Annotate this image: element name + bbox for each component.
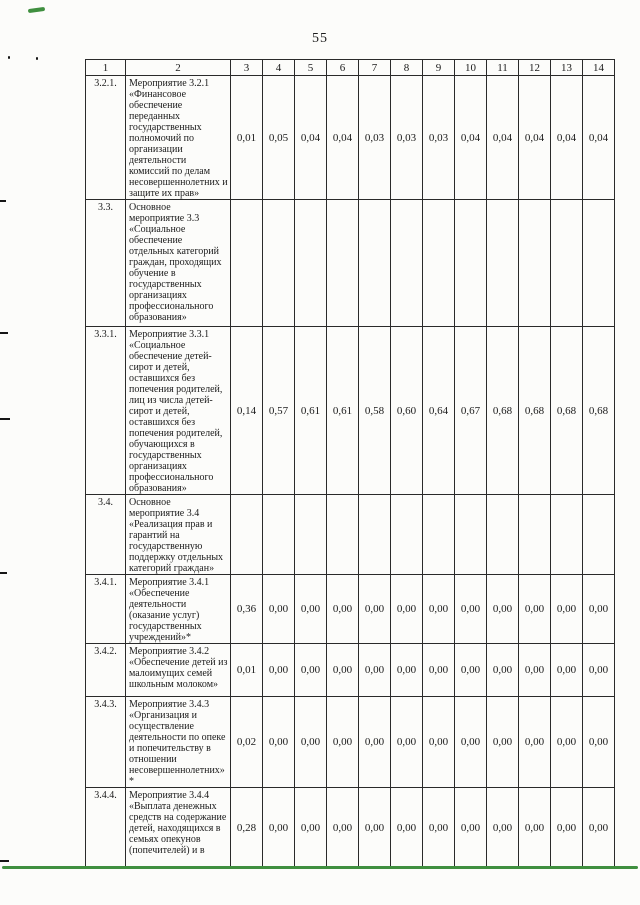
row-number-cell: 3.4. bbox=[86, 495, 126, 575]
column-header: 4 bbox=[263, 60, 295, 76]
value-cell bbox=[551, 495, 583, 575]
value-cell bbox=[231, 495, 263, 575]
scan-artifact bbox=[0, 860, 9, 862]
value-cell: 0,00 bbox=[327, 697, 359, 788]
row-number-cell: 3.4.2. bbox=[86, 644, 126, 697]
value-cell: 0,00 bbox=[359, 697, 391, 788]
value-cell: 0,04 bbox=[487, 76, 519, 200]
row-desc-cell: Мероприятие 3.4.3 «Организация и осуществление деятельности по опеке и попечительству в отношении несовершеннолетних» * bbox=[126, 697, 231, 788]
value-cell: 0,00 bbox=[551, 697, 583, 788]
value-cell bbox=[455, 495, 487, 575]
value-cell: 0,00 bbox=[551, 788, 583, 868]
value-cell: 0,00 bbox=[327, 575, 359, 644]
value-cell bbox=[231, 200, 263, 327]
value-cell: 0,00 bbox=[295, 697, 327, 788]
scan-artifact bbox=[8, 56, 10, 59]
value-cell: 0,00 bbox=[519, 697, 551, 788]
value-cell: 0,03 bbox=[391, 76, 423, 200]
row-desc-cell: Мероприятие 3.4.2 «Обеспечение детей из малоимущих семей школьным молоком» bbox=[126, 644, 231, 697]
column-header: 1 bbox=[86, 60, 126, 76]
value-cell: 0,67 bbox=[455, 327, 487, 495]
value-cell bbox=[391, 495, 423, 575]
row-number-cell: 3.3. bbox=[86, 200, 126, 327]
scan-artifact bbox=[0, 332, 8, 334]
row-number-cell: 3.4.3. bbox=[86, 697, 126, 788]
value-cell: 0,00 bbox=[423, 575, 455, 644]
value-cell: 0,03 bbox=[359, 76, 391, 200]
value-cell: 0,14 bbox=[231, 327, 263, 495]
row-number-cell: 3.2.1. bbox=[86, 76, 126, 200]
value-cell bbox=[455, 200, 487, 327]
column-header: 3 bbox=[231, 60, 263, 76]
value-cell: 0,00 bbox=[583, 644, 615, 697]
scan-artifact bbox=[0, 418, 10, 420]
value-cell: 0,00 bbox=[263, 697, 295, 788]
value-cell: 0,00 bbox=[327, 788, 359, 868]
value-cell: 0,04 bbox=[455, 76, 487, 200]
value-cell: 0,00 bbox=[359, 788, 391, 868]
column-header: 11 bbox=[487, 60, 519, 76]
value-cell: 0,68 bbox=[519, 327, 551, 495]
row-number-cell: 3.4.4. bbox=[86, 788, 126, 868]
value-cell: 0,61 bbox=[327, 327, 359, 495]
value-cell: 0,00 bbox=[487, 788, 519, 868]
table-row bbox=[86, 495, 615, 575]
value-cell: 0,00 bbox=[583, 697, 615, 788]
value-cell: 0,02 bbox=[231, 697, 263, 788]
value-cell: 0,00 bbox=[359, 575, 391, 644]
program-indicators-table bbox=[85, 59, 615, 868]
value-cell bbox=[487, 495, 519, 575]
value-cell: 0,01 bbox=[231, 644, 263, 697]
value-cell: 0,05 bbox=[263, 76, 295, 200]
value-cell: 0,00 bbox=[263, 575, 295, 644]
value-cell: 0,00 bbox=[359, 644, 391, 697]
value-cell bbox=[583, 495, 615, 575]
table-row bbox=[86, 200, 615, 327]
scan-artifact bbox=[0, 572, 7, 574]
value-cell: 0,00 bbox=[391, 644, 423, 697]
scan-green-line bbox=[2, 866, 638, 869]
value-cell bbox=[583, 200, 615, 327]
column-header: 10 bbox=[455, 60, 487, 76]
column-header: 5 bbox=[295, 60, 327, 76]
row-number-cell: 3.4.1. bbox=[86, 575, 126, 644]
row-number-cell: 3.3.1. bbox=[86, 327, 126, 495]
column-header: 12 bbox=[519, 60, 551, 76]
value-cell: 0,04 bbox=[327, 76, 359, 200]
value-cell: 0,00 bbox=[263, 788, 295, 868]
value-cell: 0,00 bbox=[583, 575, 615, 644]
value-cell: 0,00 bbox=[423, 788, 455, 868]
row-desc-cell: Основное мероприятие 3.3 «Социальное обеспечение отдельных категорий граждан, проходящих обучение в государственных организациях профессионального образования» bbox=[126, 200, 231, 327]
value-cell: 0,00 bbox=[327, 644, 359, 697]
value-cell: 0,36 bbox=[231, 575, 263, 644]
column-header: 14 bbox=[583, 60, 615, 76]
value-cell: 0,00 bbox=[455, 788, 487, 868]
value-cell: 0,00 bbox=[423, 644, 455, 697]
value-cell: 0,00 bbox=[487, 575, 519, 644]
value-cell: 0,64 bbox=[423, 327, 455, 495]
value-cell bbox=[327, 495, 359, 575]
value-cell: 0,04 bbox=[583, 76, 615, 200]
value-cell: 0,00 bbox=[295, 644, 327, 697]
value-cell bbox=[423, 200, 455, 327]
value-cell: 0,00 bbox=[391, 575, 423, 644]
value-cell bbox=[359, 200, 391, 327]
value-cell bbox=[327, 200, 359, 327]
column-header: 9 bbox=[423, 60, 455, 76]
value-cell: 0,28 bbox=[231, 788, 263, 868]
row-desc-cell: Основное мероприятие 3.4 «Реализация прав и гарантий на государственную поддержку отдельных категорий граждан» bbox=[126, 495, 231, 575]
row-desc-cell: Мероприятие 3.4.1 «Обеспечение деятельности (оказание услуг) государственных учреждений»* bbox=[126, 575, 231, 644]
table-row bbox=[86, 327, 615, 495]
value-cell: 0,68 bbox=[551, 327, 583, 495]
page-number: 55 bbox=[312, 31, 328, 46]
value-cell bbox=[359, 495, 391, 575]
table-row bbox=[86, 644, 615, 697]
value-cell: 0,00 bbox=[423, 697, 455, 788]
row-desc-cell: Мероприятие 3.4.4 «Выплата денежных средств на содержание детей, находящихся в семьях опекунов (попечителей) и в bbox=[126, 788, 231, 868]
value-cell: 0,00 bbox=[455, 697, 487, 788]
value-cell bbox=[487, 200, 519, 327]
scan-artifact bbox=[36, 57, 38, 60]
table-row bbox=[86, 76, 615, 200]
value-cell: 0,68 bbox=[487, 327, 519, 495]
column-header: 6 bbox=[327, 60, 359, 76]
value-cell bbox=[423, 495, 455, 575]
value-cell: 0,00 bbox=[519, 788, 551, 868]
value-cell: 0,00 bbox=[455, 644, 487, 697]
value-cell bbox=[295, 495, 327, 575]
value-cell: 0,00 bbox=[391, 788, 423, 868]
scan-artifact bbox=[0, 200, 6, 202]
value-cell: 0,00 bbox=[551, 644, 583, 697]
value-cell bbox=[295, 200, 327, 327]
value-cell: 0,00 bbox=[391, 697, 423, 788]
value-cell: 0,00 bbox=[551, 575, 583, 644]
value-cell: 0,00 bbox=[487, 644, 519, 697]
value-cell: 0,68 bbox=[583, 327, 615, 495]
table-header-row bbox=[86, 60, 615, 76]
table-row bbox=[86, 575, 615, 644]
value-cell bbox=[263, 495, 295, 575]
value-cell: 0,60 bbox=[391, 327, 423, 495]
value-cell bbox=[519, 495, 551, 575]
value-cell: 0,57 bbox=[263, 327, 295, 495]
value-cell: 0,04 bbox=[519, 76, 551, 200]
value-cell: 0,00 bbox=[519, 575, 551, 644]
column-header: 7 bbox=[359, 60, 391, 76]
table-row bbox=[86, 788, 615, 868]
value-cell bbox=[263, 200, 295, 327]
value-cell: 0,04 bbox=[295, 76, 327, 200]
scan-green-mark bbox=[28, 7, 45, 13]
value-cell bbox=[519, 200, 551, 327]
value-cell: 0,00 bbox=[263, 644, 295, 697]
value-cell: 0,58 bbox=[359, 327, 391, 495]
column-header: 2 bbox=[126, 60, 231, 76]
column-header: 8 bbox=[391, 60, 423, 76]
row-desc-cell: Мероприятие 3.2.1 «Финансовое обеспечение переданных государственных полномочий по организации деятельности комиссий по делам несовершеннолетних и защите их прав» bbox=[126, 76, 231, 200]
value-cell bbox=[551, 200, 583, 327]
table-row bbox=[86, 697, 615, 788]
value-cell: 0,00 bbox=[455, 575, 487, 644]
value-cell bbox=[391, 200, 423, 327]
value-cell: 0,01 bbox=[231, 76, 263, 200]
value-cell: 0,00 bbox=[487, 697, 519, 788]
row-desc-cell: Мероприятие 3.3.1 «Социальное обеспечение детей-сирот и детей, оставшихся без попечения родителей, лиц из числа детей-сирот и детей, оставшихся без попечения родителей, обучающихся в государственных организациях профессионального образования» bbox=[126, 327, 231, 495]
value-cell: 0,00 bbox=[519, 644, 551, 697]
column-header: 13 bbox=[551, 60, 583, 76]
value-cell: 0,03 bbox=[423, 76, 455, 200]
value-cell: 0,00 bbox=[583, 788, 615, 868]
value-cell: 0,00 bbox=[295, 575, 327, 644]
value-cell: 0,61 bbox=[295, 327, 327, 495]
value-cell: 0,00 bbox=[295, 788, 327, 868]
value-cell: 0,04 bbox=[551, 76, 583, 200]
